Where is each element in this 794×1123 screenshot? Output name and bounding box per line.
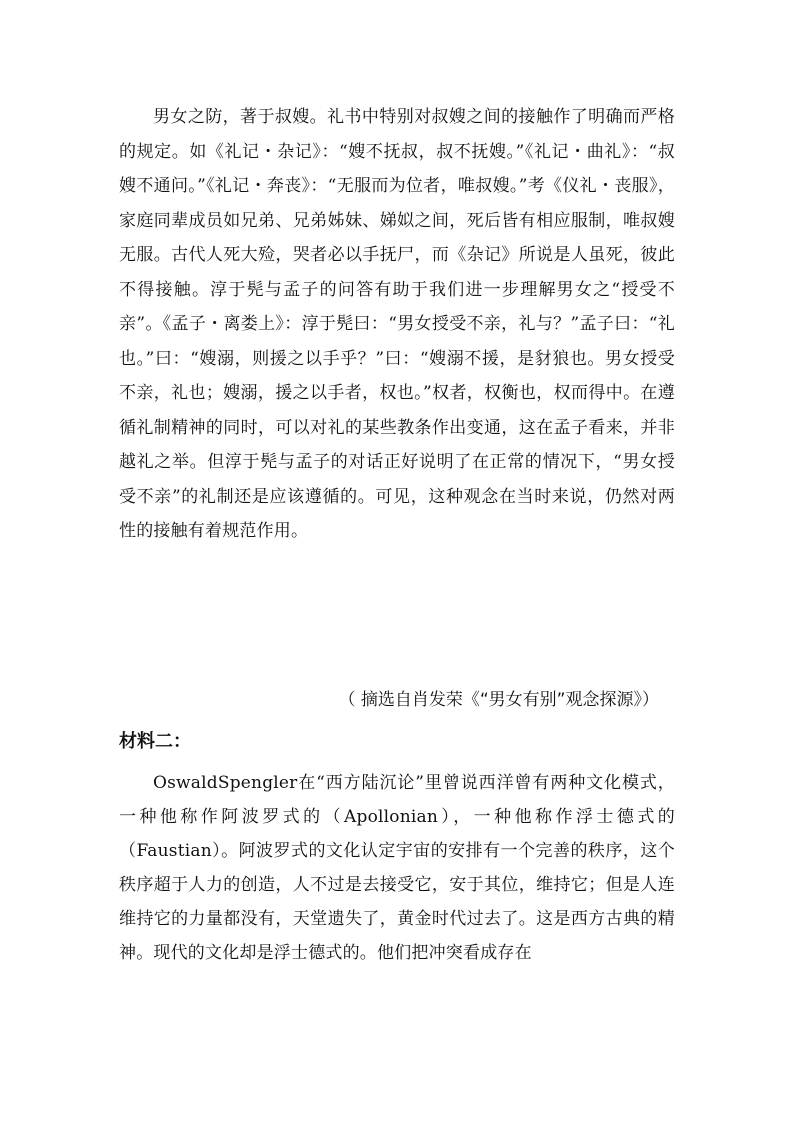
source-citation: （ 摘选自肖发荣《“男女有别”观念探源》） bbox=[338, 690, 659, 710]
paragraph-material-two: OswaldSpengler在“西方陆沉论”里曾说西洋曾有两种文化模式，一种他称作阿波罗式的（Apollonian），一种他称作浮士德式的（Faustian）。阿波罗式的文化认定宇宙的安排有一个完善的秩序，这个秩序超于人力的创造，人不过是去接受它，安于其位，维持它；但是人连维持它的力量都没有，天堂遗失了，黄金时代过去了。这是西方古典的精神。现代的文化却是浮士德式的。他们把冲突看成存在 bbox=[119, 773, 675, 963]
section-heading-material-two: 材料二： bbox=[119, 731, 191, 752]
paragraph-material-one: 男女之防，著于叔嫂。礼书中特别对叔嫂之间的接触作了明确而严格的规定。如《礼记・杂记》：“嫂不抚叔，叔不抚嫂。”《礼记・曲礼》：“叔嫂不通问。”《礼记・奔丧》：“无服而为位者，唯叔嫂。”考《仪礼・丧服》，家庭同辈成员如兄弟、兄弟姊妹、娣姒之间，死后皆有相应服制，唯叔嫂无服。古代人死大殓，哭者必以手抚尸，而《杂记》所说是人虽死，彼此不得接触。淳于髡与孟子的问答有助于我们进一步理解男女之“授受不亲”。《孟子・离娄上》：淳于髡曰：“男女授受不亲，礼与？”孟子曰：“礼也。”曰：“嫂溺，则援之以手乎？”曰：“嫂溺不援，是豺狼也。男女授受不亲，礼也；嫂溺，援之以手者，权也。”权者，权衡也，权而得中。在遵循礼制精神的同时，可以对礼的某些教条作出变通，这在孟子看来，并非越礼之举。但淳于髡与孟子的对话正好说明了在正常的情况下，“男女授受不亲”的礼制还是应该遵循的。可见，这种观念在当时来说，仍然对两性的接触有着规范作用。 bbox=[119, 107, 675, 541]
